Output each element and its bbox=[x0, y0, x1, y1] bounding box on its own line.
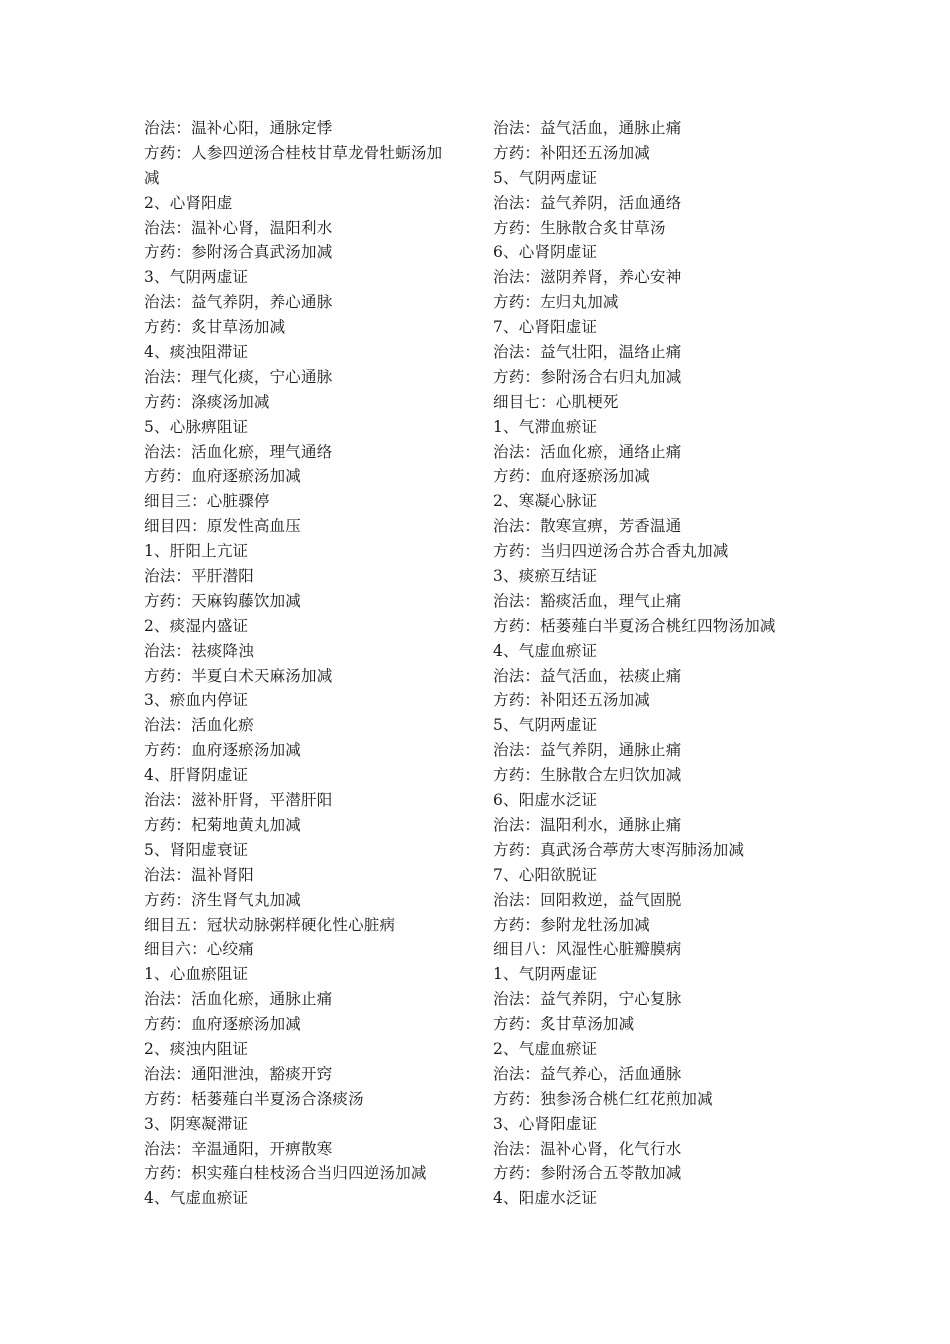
text-line: 3、气阴两虚证 bbox=[144, 268, 249, 287]
left-text-column bbox=[144, 116, 474, 1211]
text-line: 方药：济生肾气丸加减 bbox=[144, 890, 302, 909]
text-line: 4、肝肾阴虚证 bbox=[144, 766, 249, 785]
text-line: 治法：活血化瘀，通络止痛 bbox=[493, 442, 682, 461]
text-line: 细目七：心肌梗死 bbox=[493, 392, 619, 411]
text-line: 5、心脉痹阻证 bbox=[144, 417, 249, 436]
text-line: 方药：补阳还五汤加减 bbox=[493, 143, 651, 162]
text-line: 6、阳虚水泛证 bbox=[493, 791, 598, 810]
text-line: 治法：活血化瘀 bbox=[144, 716, 254, 735]
text-line: 治法：滋补肝肾，平潜肝阳 bbox=[144, 791, 333, 810]
text-line: 治法：温补心肾，温阳利水 bbox=[144, 218, 333, 237]
right-text-column bbox=[493, 116, 823, 1211]
text-line: 4、气虚血瘀证 bbox=[493, 641, 598, 660]
text-line: 方药：参附汤合真武汤加减 bbox=[144, 243, 333, 262]
text-line: 1、气阴两虚证 bbox=[493, 965, 598, 984]
text-line: 治法：益气养阴，通脉止痛 bbox=[493, 741, 682, 760]
text-line: 5、气阴两虚证 bbox=[493, 716, 598, 735]
text-line: 4、阳虚水泛证 bbox=[493, 1189, 598, 1208]
text-line: 方药：真武汤合葶苈大枣泻肺汤加减 bbox=[493, 840, 745, 859]
text-line: 方药：左归丸加减 bbox=[493, 293, 619, 312]
text-line: 4、气虚血瘀证 bbox=[144, 1189, 249, 1208]
text-line: 方药：炙甘草汤加减 bbox=[493, 1015, 635, 1034]
text-line: 治法：活血化瘀，通脉止痛 bbox=[144, 990, 333, 1009]
text-line: 方药：血府逐瘀汤加减 bbox=[144, 1015, 302, 1034]
text-line: 方药：枳实薤白桂枝汤合当归四逆汤加减 bbox=[144, 1164, 427, 1183]
text-line: 治法：益气壮阳，温络止痛 bbox=[493, 343, 682, 362]
text-line: 方药：血府逐瘀汤加减 bbox=[144, 741, 302, 760]
text-line: 5、气阴两虚证 bbox=[493, 168, 598, 187]
text-line: 7、心阳欲脱证 bbox=[493, 865, 598, 884]
text-line: 7、心肾阳虚证 bbox=[493, 318, 598, 337]
text-line: 治法：温补心肾，化气行水 bbox=[493, 1139, 682, 1158]
text-line: 方药：半夏白术天麻汤加减 bbox=[144, 666, 333, 685]
text-line: 方药：补阳还五汤加减 bbox=[493, 691, 651, 710]
text-line: 方药：涤痰汤加减 bbox=[144, 392, 270, 411]
text-line: 治法：益气活血，祛痰止痛 bbox=[493, 666, 682, 685]
text-line: 细目三：心脏骤停 bbox=[144, 492, 270, 511]
text-line: 方药：天麻钩藤饮加减 bbox=[144, 591, 302, 610]
text-line: 方药：当归四逆汤合苏合香丸加减 bbox=[493, 542, 729, 561]
text-line: 治法：益气养阴，活血通络 bbox=[493, 193, 682, 212]
text-line: 治法：通阳泄浊，豁痰开窍 bbox=[144, 1064, 333, 1083]
text-line: 方药：独参汤合桃仁红花煎加减 bbox=[493, 1089, 713, 1108]
text-line: 1、心血瘀阻证 bbox=[144, 965, 249, 984]
text-line: 方药：生脉散合炙甘草汤 bbox=[493, 218, 666, 237]
text-line: 方药：生脉散合左归饮加减 bbox=[493, 766, 682, 785]
text-line: 治法：益气养阴，养心通脉 bbox=[144, 293, 333, 312]
text-line: 方药：栝蒌薤白半夏汤合桃红四物汤加减 bbox=[493, 616, 776, 635]
text-line: 治法：温阳利水，通脉止痛 bbox=[493, 815, 682, 834]
text-line: 1、肝阳上亢证 bbox=[144, 542, 249, 561]
text-line: 3、心肾阳虚证 bbox=[493, 1114, 598, 1133]
text-line: 治法：理气化痰，宁心通脉 bbox=[144, 367, 333, 386]
text-line: 治法：回阳救逆，益气固脱 bbox=[493, 890, 682, 909]
text-line: 5、肾阳虚衰证 bbox=[144, 840, 249, 859]
text-line: 细目四：原发性高血压 bbox=[144, 517, 302, 536]
text-line: 治法：温补心阳，通脉定悸 bbox=[144, 119, 333, 137]
text-line: 2、寒凝心脉证 bbox=[493, 492, 598, 511]
text-line: 方药：血府逐瘀汤加减 bbox=[493, 467, 651, 486]
text-line: 细目五：冠状动脉粥样硬化性心脏病 bbox=[144, 915, 396, 934]
text-line: 2、痰浊内阻证 bbox=[144, 1039, 249, 1058]
text-line: 3、痰瘀互结证 bbox=[493, 567, 598, 586]
text-line: 方药：栝蒌薤白半夏汤合涤痰汤 bbox=[144, 1089, 364, 1108]
text-line: 治法：祛痰降浊 bbox=[144, 641, 254, 660]
text-line: 方药：人参四逆汤合桂枝甘草龙骨牡蛎汤加 bbox=[144, 143, 443, 162]
text-line: 治法：辛温通阳，开痹散寒 bbox=[144, 1139, 333, 1158]
text-line: 细目八：风湿性心脏瓣膜病 bbox=[493, 940, 682, 959]
text-line: 治法：豁痰活血，理气止痛 bbox=[493, 591, 682, 610]
text-line: 6、心肾阴虚证 bbox=[493, 243, 598, 262]
text-line: 减 bbox=[144, 168, 160, 187]
text-line: 1、气滞血瘀证 bbox=[493, 417, 598, 436]
text-line: 2、气虚血瘀证 bbox=[493, 1039, 598, 1058]
text-line: 治法：益气养阴，宁心复脉 bbox=[493, 990, 682, 1009]
text-line: 方药：参附汤合五苓散加减 bbox=[493, 1164, 682, 1183]
text-line: 3、瘀血内停证 bbox=[144, 691, 249, 710]
text-line: 方药：参附龙牡汤加减 bbox=[493, 915, 651, 934]
text-line: 治法：益气养心，活血通脉 bbox=[493, 1064, 682, 1083]
text-line: 细目六：心绞痛 bbox=[144, 940, 254, 959]
text-line: 治法：温补肾阳 bbox=[144, 865, 254, 884]
text-line: 治法：益气活血，通脉止痛 bbox=[493, 119, 682, 137]
text-line: 方药：血府逐瘀汤加减 bbox=[144, 467, 302, 486]
text-line: 方药：杞菊地黄丸加减 bbox=[144, 815, 302, 834]
text-line: 方药：炙甘草汤加减 bbox=[144, 318, 286, 337]
text-line: 3、阴寒凝滞证 bbox=[144, 1114, 249, 1133]
text-line: 方药：参附汤合右归丸加减 bbox=[493, 367, 682, 386]
text-line: 治法：活血化瘀，理气通络 bbox=[144, 442, 333, 461]
text-line: 治法：滋阴养肾，养心安神 bbox=[493, 268, 682, 287]
text-line: 2、痰湿内盛证 bbox=[144, 616, 249, 635]
text-line: 4、痰浊阻滞证 bbox=[144, 343, 249, 362]
text-line: 2、心肾阳虚 bbox=[144, 193, 233, 212]
text-line: 治法：平肝潜阳 bbox=[144, 567, 254, 586]
text-line: 治法：散寒宣痹，芳香温通 bbox=[493, 517, 682, 536]
